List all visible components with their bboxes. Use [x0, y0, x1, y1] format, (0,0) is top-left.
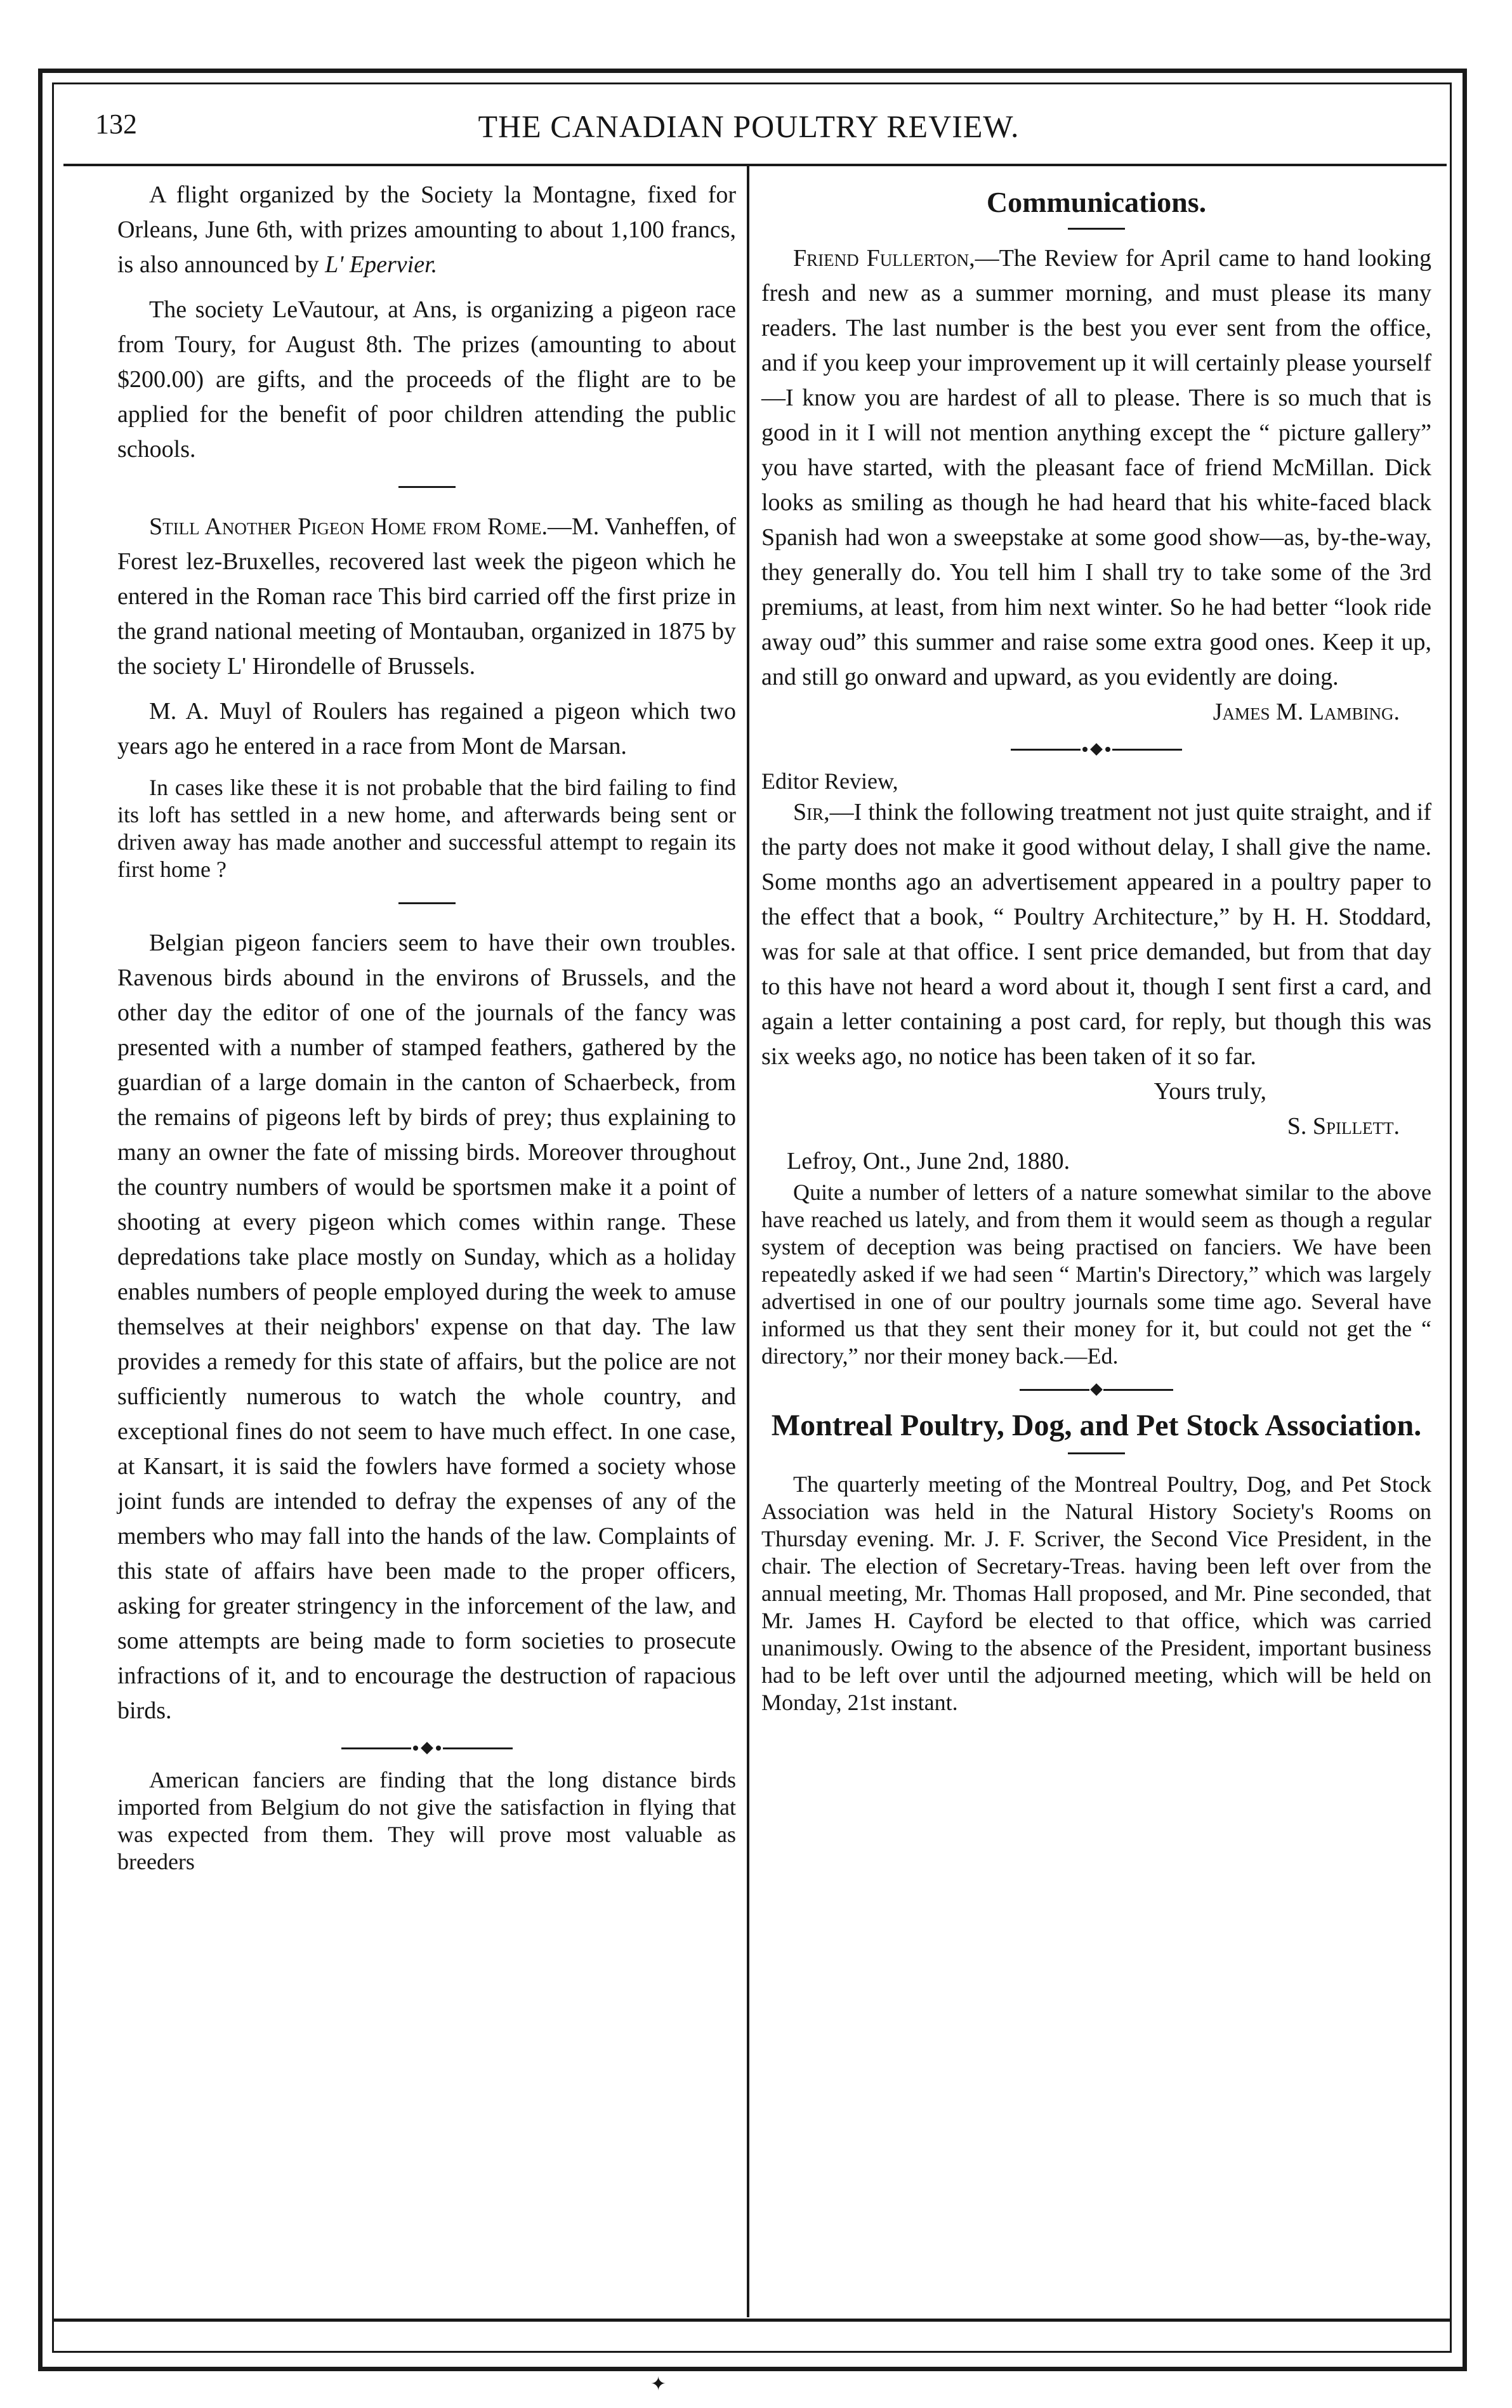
flight-orleans-text: A flight organized by the Society la Montagne, fixed for Orleans, June 6th, with prizes amounting to about 1,100 francs, is also announced by [117, 181, 736, 278]
letter-body: —I think the following treatment not just quite straight, and if the party does not make it good without delay, I shall give the name. Some months ago an advertisement appeared in a poultry paper to the effect that a book, “ Poultry Architecture,” by H. H. Stoddard, was for sale at that office. I sent price demanded, but from that day to this have not heard a word about it, though I sent first a card, and again a letter containing a post card, for reply, but though this was six weeks ago, no notice has been taken of it so far. [761, 799, 1431, 1070]
left-column [117, 178, 736, 1876]
article-cases-note: In cases like these it is not probable that the bird failing to find its loft has settled in a new home, and afterwards being sent or driven away has made another and successful attempt to regain its first home ? [117, 775, 736, 882]
article-lead-in: Still Another Pigeon Home from Rome. [149, 513, 548, 540]
article-belgian-fanciers: Belgian pigeon fanciers seem to have their own troubles. Ravenous birds abound in the environs of Brussels, and the other day the editor of one of the journals of the fancy was presented with a number of stamped feathers, gathered by the guardian of a large domain in the canton of Schaerbeck, from the remains of pigeons left by birds of prey; thus explaining to many an owner the fate of missing birds. Moreover throughout the country numbers of would be sportsmen make it a point of shooting at every pigeon which comes within range. These depredations take place mostly on Sunday, which as a holiday enables numbers of people employed during the week to amuse themselves at their neighbors' expense on that day. The law provides a remedy for this state of affairs, but the police are not sufficiently numerous to watch the whole country, and exceptional fines do not seem to have much effect. In one case, at Kansart, it is said the fowlers have formed a society whose joint funds are intended to defray the expenses of any of the members who may fall into the hands of the law. Complaints of this state of affairs have been made to the proper officers, asking for greater stringency in the inforcement of the law, and some attempts are being made to form societies to prosecute infractions of it, and to encourage the destruction of rapacious birds. [117, 930, 736, 1724]
montreal-association-heading: Montreal Poultry, Dog, and Pet Stock Association. [771, 1409, 1422, 1442]
letter-address: Editor Review, [761, 768, 898, 794]
journal-title: THE CANADIAN POULTRY REVIEW. [478, 109, 1020, 144]
header-rule [63, 164, 1447, 166]
section-separator [398, 486, 456, 488]
right-column [761, 178, 1431, 1716]
article-montreal-meeting: The quarterly meeting of the Montreal Poultry, Dog, and Pet Stock Association was held in the Natural History Society's Rooms on Thursday evening. Mr. J. F. Scriver, the Second Vice President, in the chair. The election of Secretary-Treas. having been left over from the annual meeting, Mr. Thomas Hall proposed, and Mr. Pine seconded, that Mr. James H. Cayford be elected to that office, which was carried unanimously. Owing to the absence of the President, important business had to be left over until the adjourned meeting, which will be held on Monday, 21st instant. [761, 1471, 1431, 1715]
letter-dateline: Lefroy, Ont., June 2nd, 1880. [787, 1148, 1070, 1174]
bottom-rule [52, 2319, 1452, 2322]
letter-closing: Yours truly, [1154, 1078, 1266, 1105]
ornament-divider [117, 1744, 736, 1753]
heading-rule [1068, 1452, 1125, 1454]
article-levautour: The society LeVautour, at Ans, is organizing a pigeon race from Toury, for August 8th. The prizes (amounting to about $200.00) are gifts, and the proceeds of the flight are to be applied for the benefit of poor children attending the public schools. [117, 296, 736, 463]
heading-rule [1068, 228, 1125, 230]
article-muyl: M. A. Muyl of Roulers has regained a pigeon which two years ago he entered in a race from Mont de Marsan. [117, 698, 736, 760]
page-number: 132 [95, 109, 137, 140]
pigeon-rome-text: —M. Vanheffen, of Forest lez-Bruxelles, recovered last week the pigeon which he entered in the Roman race This bird carried off the first prize in the grand national meeting of Montauban, organized in 1875 by the society L' Hirondelle of Brussels. [117, 513, 736, 680]
letter-fullerton [761, 241, 1431, 695]
letter-signature: James M. Lambing. [1213, 699, 1400, 725]
article-flight-orleans [117, 178, 736, 282]
editor-note: Quite a number of letters of a nature somewhat similar to the above have reached us lately, and from them it would seem as though a regular system of deception was being practised on fanciers. We have been repeatedly asked if we had seen “ Martin's Directory,” which was largely advertised in one of our poultry journals some time ago. Several have informed us that they sent their money for it, but could not get the “ directory,” nor their money back.—Ed. [761, 1180, 1431, 1369]
epervier-name: L' Epervier. [325, 251, 438, 278]
page-header [63, 108, 1434, 165]
ornament-divider [761, 1385, 1431, 1394]
letter-body: —The Review for April came to hand looking fresh and new as a summer morning, and must please its many readers. The last number is the best you ever sent from the office, and if you keep your improvement up it will certainly please yourself—I know you are hardest of all to please. There is so much that is good in it I will not mention anything except the “ picture gallery” you have started, with the pleasant face of friend McMillan. Dick looks as smiling as though he had heard that his white-faced black Spanish had won a sweepstake at some good show—as, by-the-way, they generally do. You tell him I shall try to take some of the 3rd premiums, at least, from him next winter. So he had better “look ride away oud” this summer and raise some extra good ones. Keep it up, and still go onward and upward, as you evidently are doing. [761, 245, 1431, 690]
letter-salutation: Friend Fullerton, [793, 245, 975, 272]
print-mark: ✦ [650, 2373, 667, 2395]
ornament-divider [761, 745, 1431, 754]
article-pigeon-rome [117, 510, 736, 684]
column-divider [747, 166, 749, 2317]
communications-heading: Communications. [986, 186, 1207, 218]
section-separator [398, 902, 456, 904]
letter-spillett [761, 795, 1431, 1074]
letter-salutation: Sir, [793, 799, 830, 826]
letter-signature: S. Spillett. [1287, 1113, 1400, 1140]
article-american-fanciers: American fanciers are finding that the long distance birds imported from Belgium do not give the satisfaction in flying that was expected from them. They will prove most valuable as breeders [117, 1767, 736, 1874]
